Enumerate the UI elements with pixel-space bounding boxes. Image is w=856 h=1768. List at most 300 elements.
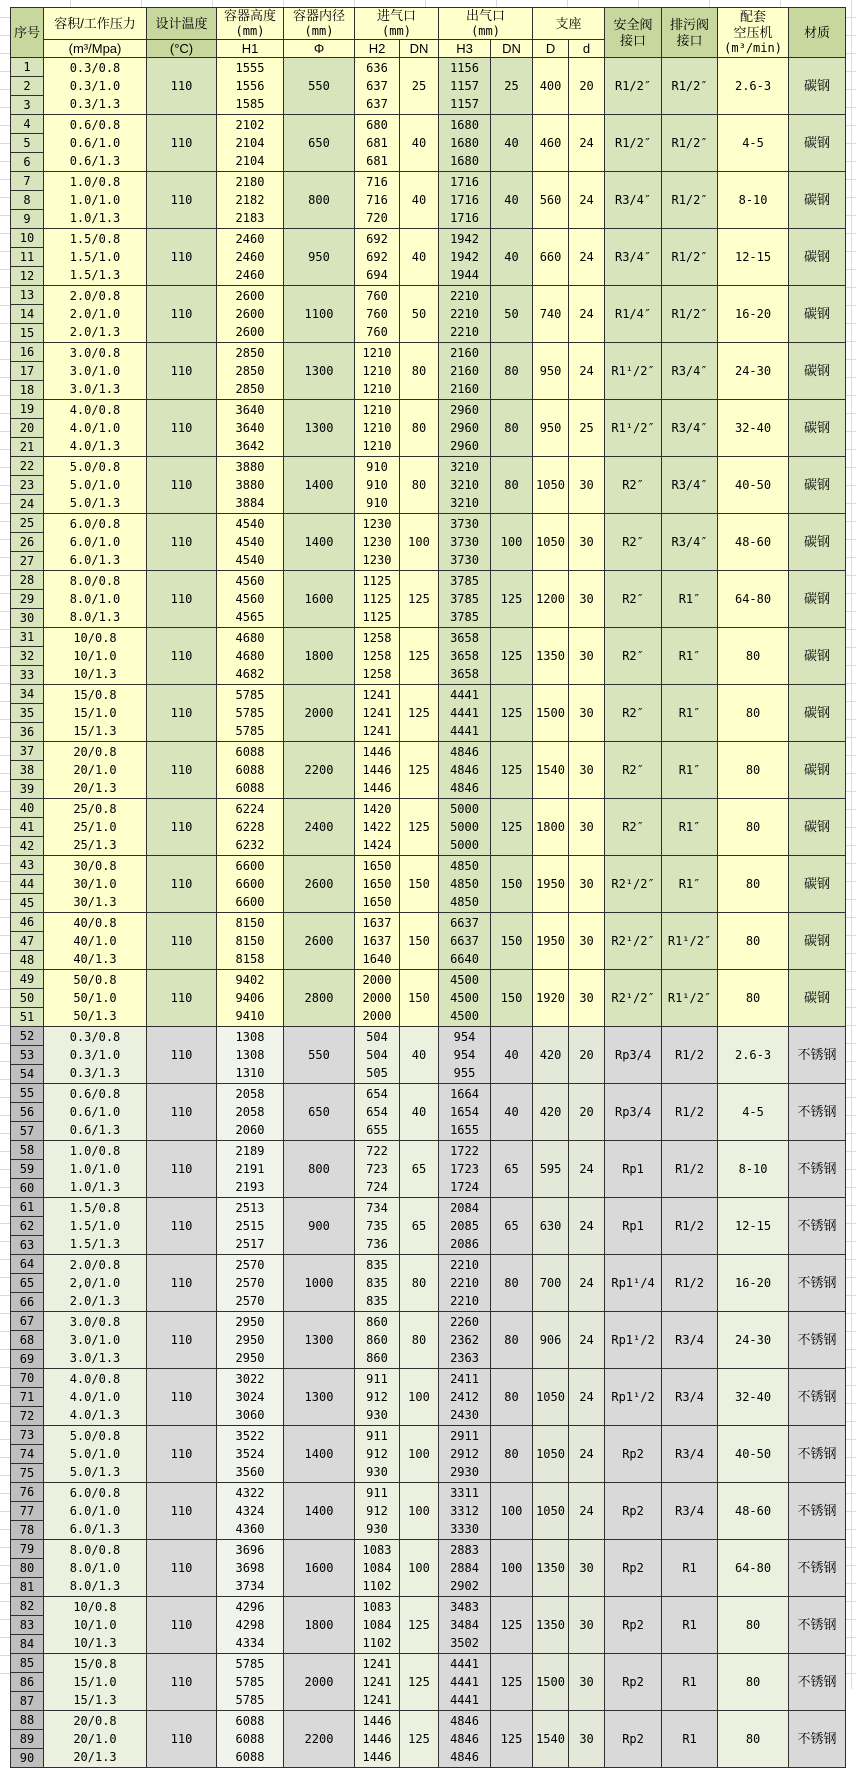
- cell-h1[interactable]: [217, 58, 284, 115]
- cell-h3[interactable]: [439, 799, 491, 856]
- cell-serial[interactable]: 25: [11, 514, 44, 533]
- cell-h3[interactable]: [439, 1141, 491, 1198]
- cell-h1[interactable]: [217, 1084, 284, 1141]
- cell-diameter[interactable]: 1000: [284, 1255, 355, 1312]
- cell-support-d[interactable]: 30: [569, 1654, 605, 1711]
- cell-drain-valve[interactable]: R3/4″: [662, 457, 718, 514]
- cell-h2[interactable]: [355, 1483, 400, 1540]
- cell-h2[interactable]: [355, 58, 400, 115]
- cell-support-d[interactable]: 30: [569, 970, 605, 1027]
- cell-compressor[interactable]: 80: [718, 628, 789, 685]
- cell-material[interactable]: 碳钢: [789, 172, 846, 229]
- cell-outlet-dn[interactable]: 40: [491, 1084, 533, 1141]
- cell-inlet-dn[interactable]: 125: [400, 685, 439, 742]
- cell-serial[interactable]: 90: [11, 1749, 44, 1768]
- cell-serial[interactable]: 12: [11, 267, 44, 286]
- cell-inlet-dn[interactable]: 125: [400, 1654, 439, 1711]
- cell-serial[interactable]: 88: [11, 1711, 44, 1730]
- cell-compressor[interactable]: 32-40: [718, 400, 789, 457]
- header-design-temp[interactable]: 设计温度: [147, 8, 217, 40]
- cell-volume-pressure[interactable]: [44, 1369, 147, 1426]
- cell-volume-pressure[interactable]: [44, 1255, 147, 1312]
- cell-drain-valve[interactable]: R1/2: [662, 1255, 718, 1312]
- cell-volume-pressure[interactable]: [44, 970, 147, 1027]
- cell-support-d[interactable]: 24: [569, 172, 605, 229]
- cell-material[interactable]: 碳钢: [789, 343, 846, 400]
- cell-h1[interactable]: [217, 742, 284, 799]
- cell-serial[interactable]: 31: [11, 628, 44, 647]
- cell-support-d[interactable]: 20: [569, 58, 605, 115]
- cell-volume-pressure[interactable]: [44, 1711, 147, 1768]
- cell-support-d[interactable]: 24: [569, 115, 605, 172]
- cell-volume-pressure[interactable]: [44, 229, 147, 286]
- cell-design-temp[interactable]: 110: [147, 457, 217, 514]
- cell-drain-valve[interactable]: R1/2″: [662, 58, 718, 115]
- cell-volume-pressure[interactable]: [44, 1540, 147, 1597]
- cell-drain-valve[interactable]: R1/2: [662, 1027, 718, 1084]
- cell-h2[interactable]: [355, 229, 400, 286]
- cell-material[interactable]: 不锈钢: [789, 1255, 846, 1312]
- cell-diameter[interactable]: 1300: [284, 343, 355, 400]
- cell-design-temp[interactable]: 110: [147, 571, 217, 628]
- cell-drain-valve[interactable]: R1/2″: [662, 172, 718, 229]
- cell-compressor[interactable]: 80: [718, 1597, 789, 1654]
- cell-inlet-dn[interactable]: 40: [400, 172, 439, 229]
- cell-diameter[interactable]: 650: [284, 115, 355, 172]
- cell-serial[interactable]: 59: [11, 1160, 44, 1179]
- cell-safety-valve[interactable]: R2″: [605, 628, 662, 685]
- cell-support-D[interactable]: 1200: [533, 571, 569, 628]
- cell-diameter[interactable]: 900: [284, 1198, 355, 1255]
- cell-h3[interactable]: [439, 913, 491, 970]
- cell-diameter[interactable]: 550: [284, 58, 355, 115]
- cell-support-D[interactable]: 1540: [533, 1711, 569, 1768]
- cell-outlet-dn[interactable]: 80: [491, 1255, 533, 1312]
- cell-volume-pressure[interactable]: [44, 1027, 147, 1084]
- cell-support-d[interactable]: 24: [569, 1198, 605, 1255]
- cell-outlet-dn[interactable]: 150: [491, 913, 533, 970]
- cell-serial[interactable]: 46: [11, 913, 44, 932]
- cell-support-D[interactable]: 420: [533, 1084, 569, 1141]
- cell-h1[interactable]: [217, 913, 284, 970]
- cell-h2[interactable]: [355, 1312, 400, 1369]
- cell-support-D[interactable]: 1350: [533, 628, 569, 685]
- cell-h1[interactable]: [217, 400, 284, 457]
- cell-h1[interactable]: [217, 1255, 284, 1312]
- cell-serial[interactable]: 17: [11, 362, 44, 381]
- header-volume-pressure[interactable]: 容积/工作压力: [44, 8, 147, 40]
- cell-h2[interactable]: [355, 571, 400, 628]
- cell-diameter[interactable]: 1300: [284, 1312, 355, 1369]
- cell-safety-valve[interactable]: Rp3/4: [605, 1084, 662, 1141]
- cell-support-D[interactable]: 1920: [533, 970, 569, 1027]
- cell-support-d[interactable]: 24: [569, 1426, 605, 1483]
- cell-volume-pressure[interactable]: [44, 343, 147, 400]
- cell-serial[interactable]: 85: [11, 1654, 44, 1673]
- cell-outlet-dn[interactable]: 80: [491, 1369, 533, 1426]
- cell-serial[interactable]: 33: [11, 666, 44, 685]
- cell-diameter[interactable]: 2600: [284, 913, 355, 970]
- cell-safety-valve[interactable]: Rp2: [605, 1597, 662, 1654]
- cell-volume-pressure[interactable]: [44, 1312, 147, 1369]
- cell-h3[interactable]: [439, 628, 491, 685]
- cell-serial[interactable]: 11: [11, 248, 44, 267]
- cell-h1[interactable]: [217, 799, 284, 856]
- cell-support-D[interactable]: 1050: [533, 1483, 569, 1540]
- cell-diameter[interactable]: 2200: [284, 1711, 355, 1768]
- cell-support-d[interactable]: 30: [569, 856, 605, 913]
- cell-diameter[interactable]: 1300: [284, 1369, 355, 1426]
- cell-diameter[interactable]: 2600: [284, 856, 355, 913]
- cell-design-temp[interactable]: 110: [147, 1540, 217, 1597]
- cell-diameter[interactable]: 2000: [284, 1654, 355, 1711]
- cell-h1[interactable]: [217, 286, 284, 343]
- cell-serial[interactable]: 55: [11, 1084, 44, 1103]
- cell-compressor[interactable]: 16-20: [718, 1255, 789, 1312]
- cell-safety-valve[interactable]: R2″: [605, 514, 662, 571]
- cell-compressor[interactable]: 64-80: [718, 1540, 789, 1597]
- cell-h1[interactable]: [217, 1198, 284, 1255]
- cell-compressor[interactable]: 80: [718, 913, 789, 970]
- cell-drain-valve[interactable]: R1″: [662, 799, 718, 856]
- cell-outlet-dn[interactable]: 150: [491, 856, 533, 913]
- cell-outlet-dn[interactable]: 40: [491, 1027, 533, 1084]
- cell-volume-pressure[interactable]: [44, 856, 147, 913]
- cell-serial[interactable]: 27: [11, 552, 44, 571]
- cell-serial[interactable]: 22: [11, 457, 44, 476]
- cell-material[interactable]: 碳钢: [789, 514, 846, 571]
- cell-support-d[interactable]: 30: [569, 457, 605, 514]
- cell-h3[interactable]: [439, 286, 491, 343]
- cell-safety-valve[interactable]: R2¹/2″: [605, 913, 662, 970]
- cell-serial[interactable]: 77: [11, 1502, 44, 1521]
- cell-safety-valve[interactable]: R3/4″: [605, 172, 662, 229]
- cell-serial[interactable]: 52: [11, 1027, 44, 1046]
- cell-volume-pressure[interactable]: [44, 115, 147, 172]
- cell-safety-valve[interactable]: Rp3/4: [605, 1027, 662, 1084]
- cell-volume-pressure[interactable]: [44, 913, 147, 970]
- cell-diameter[interactable]: 1400: [284, 1426, 355, 1483]
- cell-material[interactable]: 不锈钢: [789, 1426, 846, 1483]
- cell-h1[interactable]: [217, 856, 284, 913]
- cell-serial[interactable]: 72: [11, 1407, 44, 1426]
- cell-compressor[interactable]: 4-5: [718, 115, 789, 172]
- cell-serial[interactable]: 26: [11, 533, 44, 552]
- cell-h3[interactable]: [439, 1426, 491, 1483]
- cell-inlet-dn[interactable]: 100: [400, 1540, 439, 1597]
- cell-support-D[interactable]: 1050: [533, 1426, 569, 1483]
- cell-diameter[interactable]: 1400: [284, 514, 355, 571]
- cell-outlet-dn[interactable]: 100: [491, 514, 533, 571]
- cell-drain-valve[interactable]: R1/2: [662, 1084, 718, 1141]
- cell-outlet-dn[interactable]: 80: [491, 1426, 533, 1483]
- cell-serial[interactable]: 3: [11, 96, 44, 115]
- cell-h3[interactable]: [439, 970, 491, 1027]
- cell-h3[interactable]: [439, 58, 491, 115]
- cell-safety-valve[interactable]: Rp2: [605, 1540, 662, 1597]
- cell-h3[interactable]: [439, 1597, 491, 1654]
- cell-serial[interactable]: 49: [11, 970, 44, 989]
- header-support[interactable]: 支座: [533, 8, 605, 40]
- cell-support-d[interactable]: 30: [569, 571, 605, 628]
- cell-h3[interactable]: [439, 457, 491, 514]
- cell-drain-valve[interactable]: R3/4″: [662, 400, 718, 457]
- cell-design-temp[interactable]: 110: [147, 799, 217, 856]
- cell-material[interactable]: 碳钢: [789, 286, 846, 343]
- cell-drain-valve[interactable]: R1/2″: [662, 229, 718, 286]
- cell-diameter[interactable]: 1600: [284, 571, 355, 628]
- cell-h1[interactable]: [217, 628, 284, 685]
- cell-drain-valve[interactable]: R1¹/2″: [662, 913, 718, 970]
- cell-volume-pressure[interactable]: [44, 58, 147, 115]
- cell-volume-pressure[interactable]: [44, 1084, 147, 1141]
- cell-serial[interactable]: 51: [11, 1008, 44, 1027]
- cell-h1[interactable]: [217, 115, 284, 172]
- cell-outlet-dn[interactable]: 100: [491, 1540, 533, 1597]
- cell-support-d[interactable]: 30: [569, 799, 605, 856]
- cell-serial[interactable]: 56: [11, 1103, 44, 1122]
- cell-serial[interactable]: 40: [11, 799, 44, 818]
- cell-h1[interactable]: [217, 457, 284, 514]
- cell-serial[interactable]: 76: [11, 1483, 44, 1502]
- header-outlet-dn[interactable]: DN: [491, 40, 533, 58]
- cell-h2[interactable]: [355, 172, 400, 229]
- cell-design-temp[interactable]: 110: [147, 286, 217, 343]
- cell-serial[interactable]: 35: [11, 704, 44, 723]
- cell-design-temp[interactable]: 110: [147, 742, 217, 799]
- cell-drain-valve[interactable]: R1/2″: [662, 286, 718, 343]
- cell-inlet-dn[interactable]: 65: [400, 1141, 439, 1198]
- cell-outlet-dn[interactable]: 80: [491, 343, 533, 400]
- cell-h3[interactable]: [439, 685, 491, 742]
- cell-serial[interactable]: 47: [11, 932, 44, 951]
- cell-inlet-dn[interactable]: 50: [400, 286, 439, 343]
- cell-drain-valve[interactable]: R1/2: [662, 1141, 718, 1198]
- cell-serial[interactable]: 19: [11, 400, 44, 419]
- cell-serial[interactable]: 20: [11, 419, 44, 438]
- cell-serial[interactable]: 41: [11, 818, 44, 837]
- cell-serial[interactable]: 30: [11, 609, 44, 628]
- cell-inlet-dn[interactable]: 40: [400, 115, 439, 172]
- cell-volume-pressure[interactable]: [44, 1426, 147, 1483]
- cell-h2[interactable]: [355, 970, 400, 1027]
- cell-diameter[interactable]: 650: [284, 1084, 355, 1141]
- cell-serial[interactable]: 45: [11, 894, 44, 913]
- cell-serial[interactable]: 28: [11, 571, 44, 590]
- cell-outlet-dn[interactable]: 40: [491, 172, 533, 229]
- cell-support-d[interactable]: 24: [569, 1312, 605, 1369]
- cell-h2[interactable]: [355, 685, 400, 742]
- cell-diameter[interactable]: 2200: [284, 742, 355, 799]
- cell-serial[interactable]: 82: [11, 1597, 44, 1616]
- cell-material[interactable]: 碳钢: [789, 571, 846, 628]
- cell-serial[interactable]: 66: [11, 1293, 44, 1312]
- cell-h2[interactable]: [355, 628, 400, 685]
- cell-compressor[interactable]: 8-10: [718, 1141, 789, 1198]
- cell-serial[interactable]: 64: [11, 1255, 44, 1274]
- cell-design-temp[interactable]: 110: [147, 1255, 217, 1312]
- cell-safety-valve[interactable]: R2″: [605, 685, 662, 742]
- cell-drain-valve[interactable]: R1″: [662, 571, 718, 628]
- cell-drain-valve[interactable]: R3/4: [662, 1426, 718, 1483]
- cell-safety-valve[interactable]: R2″: [605, 457, 662, 514]
- cell-h1[interactable]: [217, 229, 284, 286]
- header-inlet-dn[interactable]: DN: [400, 40, 439, 58]
- cell-material[interactable]: 碳钢: [789, 58, 846, 115]
- cell-outlet-dn[interactable]: 65: [491, 1141, 533, 1198]
- cell-diameter[interactable]: 1800: [284, 1597, 355, 1654]
- cell-inlet-dn[interactable]: 125: [400, 628, 439, 685]
- cell-compressor[interactable]: 80: [718, 1711, 789, 1768]
- cell-support-d[interactable]: 30: [569, 685, 605, 742]
- header-safety-valve[interactable]: 安全阀 接口: [605, 8, 662, 58]
- cell-outlet-dn[interactable]: 125: [491, 1654, 533, 1711]
- cell-support-D[interactable]: 1350: [533, 1597, 569, 1654]
- cell-support-d[interactable]: 24: [569, 286, 605, 343]
- cell-h1[interactable]: [217, 1141, 284, 1198]
- cell-diameter[interactable]: 800: [284, 1141, 355, 1198]
- cell-support-D[interactable]: 950: [533, 400, 569, 457]
- cell-design-temp[interactable]: 110: [147, 1084, 217, 1141]
- cell-material[interactable]: 不锈钢: [789, 1141, 846, 1198]
- cell-inlet-dn[interactable]: 100: [400, 1426, 439, 1483]
- cell-material[interactable]: 不锈钢: [789, 1597, 846, 1654]
- cell-support-d[interactable]: 24: [569, 1141, 605, 1198]
- cell-material[interactable]: 不锈钢: [789, 1711, 846, 1768]
- cell-serial[interactable]: 1: [11, 58, 44, 77]
- cell-design-temp[interactable]: 110: [147, 58, 217, 115]
- cell-compressor[interactable]: 2.6-3: [718, 1027, 789, 1084]
- header-serial[interactable]: 序号: [11, 8, 44, 58]
- cell-design-temp[interactable]: 110: [147, 1027, 217, 1084]
- cell-support-D[interactable]: 460: [533, 115, 569, 172]
- cell-compressor[interactable]: 4-5: [718, 1084, 789, 1141]
- cell-compressor[interactable]: 80: [718, 742, 789, 799]
- cell-inlet-dn[interactable]: 100: [400, 1369, 439, 1426]
- cell-compressor[interactable]: 40-50: [718, 1426, 789, 1483]
- cell-safety-valve[interactable]: R2″: [605, 799, 662, 856]
- cell-support-d[interactable]: 30: [569, 1711, 605, 1768]
- header-outlet[interactable]: 出气口 (mm): [439, 8, 533, 40]
- cell-compressor[interactable]: 48-60: [718, 514, 789, 571]
- header-h3[interactable]: H3: [439, 40, 491, 58]
- cell-drain-valve[interactable]: R3/4″: [662, 514, 718, 571]
- cell-h1[interactable]: [217, 343, 284, 400]
- cell-h2[interactable]: [355, 742, 400, 799]
- cell-inlet-dn[interactable]: 40: [400, 1084, 439, 1141]
- cell-serial[interactable]: 73: [11, 1426, 44, 1445]
- cell-inlet-dn[interactable]: 100: [400, 1483, 439, 1540]
- cell-serial[interactable]: 75: [11, 1464, 44, 1483]
- cell-material[interactable]: 碳钢: [789, 115, 846, 172]
- cell-safety-valve[interactable]: Rp1¹/2: [605, 1312, 662, 1369]
- cell-h1[interactable]: [217, 1597, 284, 1654]
- cell-safety-valve[interactable]: Rp2: [605, 1483, 662, 1540]
- cell-volume-pressure[interactable]: [44, 400, 147, 457]
- cell-h2[interactable]: [355, 1711, 400, 1768]
- cell-outlet-dn[interactable]: 80: [491, 457, 533, 514]
- cell-design-temp[interactable]: 110: [147, 1711, 217, 1768]
- cell-inlet-dn[interactable]: 125: [400, 799, 439, 856]
- cell-serial[interactable]: 15: [11, 324, 44, 343]
- cell-safety-valve[interactable]: Rp1¹/4: [605, 1255, 662, 1312]
- cell-drain-valve[interactable]: R1/2″: [662, 115, 718, 172]
- cell-design-temp[interactable]: 110: [147, 856, 217, 913]
- cell-design-temp[interactable]: 110: [147, 1141, 217, 1198]
- cell-h2[interactable]: [355, 799, 400, 856]
- cell-h2[interactable]: [355, 343, 400, 400]
- cell-outlet-dn[interactable]: 65: [491, 1198, 533, 1255]
- cell-design-temp[interactable]: 110: [147, 1426, 217, 1483]
- cell-volume-pressure[interactable]: [44, 514, 147, 571]
- cell-diameter[interactable]: 1100: [284, 286, 355, 343]
- cell-design-temp[interactable]: 110: [147, 400, 217, 457]
- header-vessel-height[interactable]: 容器高度 (mm): [217, 8, 284, 40]
- cell-serial[interactable]: 89: [11, 1730, 44, 1749]
- cell-h3[interactable]: [439, 172, 491, 229]
- cell-support-D[interactable]: 1500: [533, 1654, 569, 1711]
- cell-h3[interactable]: [439, 1483, 491, 1540]
- cell-design-temp[interactable]: 110: [147, 514, 217, 571]
- cell-material[interactable]: 不锈钢: [789, 1654, 846, 1711]
- cell-compressor[interactable]: 80: [718, 799, 789, 856]
- cell-support-D[interactable]: 1050: [533, 457, 569, 514]
- cell-support-d[interactable]: 30: [569, 913, 605, 970]
- cell-volume-pressure[interactable]: [44, 1483, 147, 1540]
- cell-h3[interactable]: [439, 1027, 491, 1084]
- cell-support-d[interactable]: 30: [569, 628, 605, 685]
- cell-serial[interactable]: 2: [11, 77, 44, 96]
- cell-outlet-dn[interactable]: 100: [491, 1483, 533, 1540]
- cell-support-d[interactable]: 30: [569, 742, 605, 799]
- cell-serial[interactable]: 48: [11, 951, 44, 970]
- cell-serial[interactable]: 10: [11, 229, 44, 248]
- cell-volume-pressure[interactable]: [44, 1198, 147, 1255]
- cell-outlet-dn[interactable]: 40: [491, 229, 533, 286]
- cell-diameter[interactable]: 950: [284, 229, 355, 286]
- cell-material[interactable]: 不锈钢: [789, 1084, 846, 1141]
- cell-safety-valve[interactable]: Rp1: [605, 1141, 662, 1198]
- cell-safety-valve[interactable]: R1/2″: [605, 58, 662, 115]
- cell-material[interactable]: 碳钢: [789, 799, 846, 856]
- cell-h2[interactable]: [355, 457, 400, 514]
- cell-serial[interactable]: 18: [11, 381, 44, 400]
- cell-serial[interactable]: 79: [11, 1540, 44, 1559]
- cell-h3[interactable]: [439, 115, 491, 172]
- cell-serial[interactable]: 34: [11, 685, 44, 704]
- cell-h3[interactable]: [439, 229, 491, 286]
- cell-support-D[interactable]: 740: [533, 286, 569, 343]
- cell-compressor[interactable]: 40-50: [718, 457, 789, 514]
- cell-serial[interactable]: 80: [11, 1559, 44, 1578]
- cell-serial[interactable]: 23: [11, 476, 44, 495]
- header-h1[interactable]: H1: [217, 40, 284, 58]
- cell-design-temp[interactable]: 110: [147, 1198, 217, 1255]
- cell-h3[interactable]: [439, 1312, 491, 1369]
- cell-support-d[interactable]: 30: [569, 1597, 605, 1654]
- cell-drain-valve[interactable]: R1¹/2″: [662, 970, 718, 1027]
- cell-drain-valve[interactable]: R1″: [662, 628, 718, 685]
- cell-support-D[interactable]: 1540: [533, 742, 569, 799]
- cell-h3[interactable]: [439, 1654, 491, 1711]
- cell-support-D[interactable]: 1950: [533, 856, 569, 913]
- cell-compressor[interactable]: 16-20: [718, 286, 789, 343]
- cell-safety-valve[interactable]: Rp1: [605, 1198, 662, 1255]
- cell-h2[interactable]: [355, 1255, 400, 1312]
- cell-support-D[interactable]: 950: [533, 343, 569, 400]
- cell-serial[interactable]: 81: [11, 1578, 44, 1597]
- cell-volume-pressure[interactable]: [44, 1141, 147, 1198]
